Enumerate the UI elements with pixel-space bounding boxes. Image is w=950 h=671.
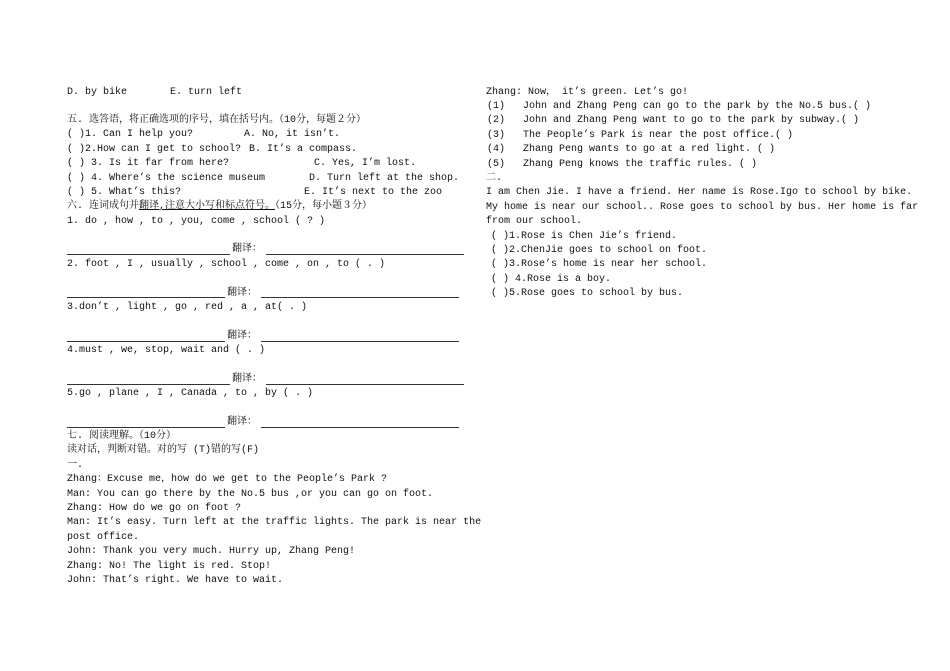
s5-answer: D. Turn left at the shop. [309,173,460,184]
answer-blank[interactable] [67,384,230,385]
section5-title: 五. 选答语，将正确选项的序号，填在括号内。（10分，每题２分） [67,115,367,126]
tf1-statement: John and Zhang Peng want to go to the park by subway.( ) [523,115,860,126]
answer-blank[interactable] [67,297,225,298]
s6-item: 5.go , plane , I , Canada , to , by ( . ) [67,388,314,399]
dialogue-line: Zhang: No! The light is red. Stop! [67,561,272,572]
translate-label: 翻译： [232,374,262,385]
dialogue-line: Man: It’s easy. Turn left at the traffic lights. The park is near the [67,517,482,528]
section6-title [67,201,372,213]
s6-item: 3.don’t , light , go , red , a , at( . ) [67,302,308,313]
translate-label: 翻译： [232,244,262,255]
tf1-number: (3) [487,130,506,141]
s5-question: ( )2.How can I get to school? [67,144,242,155]
section6-title-b: 翻译,注意大小写和标点符号。 [139,201,276,212]
s6-item: 2. foot , I , usually , school , come , on , to ( . ) [67,259,386,270]
dialogue-line: Man: You can go there by the No.5 bus ,or you can go on foot. [67,489,434,500]
tf1-statement: Zhang Peng wants to go at a red light. ( ) [523,144,776,155]
translate-blank[interactable] [261,427,459,428]
section7-title: 七. 阅读理解。（10分） [67,431,177,442]
dialogue-line: Zhang：Excuse me，how do we get to the People’s Park ? [67,474,388,485]
s6-item: 1. do , how , to , you, come , school ( ? ) [67,216,326,227]
dialogue-line: Zhang: How do we go on foot ? [67,503,242,514]
section7-instructions: 读对话，判断对错。对的写 (T)错的写(F) [67,445,260,456]
tf2-item: ( )2.ChenJie goes to school on foot. [491,245,708,256]
tf2-item: ( )1.Rose is Chen Jie’s friend. [491,231,678,242]
tf2-item: ( )3.Rose’s home is near her school. [491,259,708,270]
tf1-number: (2) [487,115,506,126]
tf1-number: (1) [487,101,506,112]
translate-label: 翻译： [227,288,257,299]
tf1-number: (5) [487,159,506,170]
tf2-item: ( )5.Rose goes to school by bus. [491,288,684,299]
s5-answer: B. It’s a compass. [249,144,358,155]
tf2-item: ( ) 4.Rose is a boy. [491,274,612,285]
tf1-number: (4) [487,144,506,155]
s5-answer: E. It’s next to the zoo [304,187,443,198]
answer-blank[interactable] [67,341,225,342]
dialogue-line: John: Thank you very much. Hurry up, Zhang Peng! [67,546,356,557]
translate-blank[interactable] [266,384,464,385]
s5-question: ( ) 4. Where’s the science museum [67,173,266,184]
dialogue-line: post office. [67,532,140,543]
s5-question: ( )1. Can I help you? [67,129,194,140]
translate-blank[interactable] [266,254,464,255]
section6-title-c: （15分，每小题３分） [275,201,373,212]
option-d: D. by bike [67,87,128,98]
tf1-statement: John and Zhang Peng can go to the park by the No.5 bus.( ) [523,101,872,112]
s5-answer: A. No, it isn’t. [244,129,341,140]
dialogue-line: John: That’s right. We have to wait. [67,575,284,586]
option-e: E. turn left [170,87,243,98]
answer-blank[interactable] [67,427,225,428]
translate-label: 翻译： [227,331,257,342]
section6-title-a: 六. 连词成句并 [67,201,140,212]
part1-label: 一. [67,460,84,471]
s5-question: ( ) 5. What’s this? [67,187,182,198]
translate-label: 翻译： [227,417,257,428]
translate-blank[interactable] [261,297,459,298]
passage-line: My home is near our school.. Rose goes to school by bus. Her home is far [486,202,919,213]
s5-question: ( ) 3. Is it far from here? [67,158,230,169]
dialogue-end: Zhang: Now， it’s green. Let’s go! [486,87,689,98]
answer-blank[interactable] [67,254,230,255]
passage-line: from our school. [486,216,583,227]
part2-label: 二. [486,173,503,184]
s5-answer: C. Yes, I’m lost. [314,158,417,169]
s6-item: 4.must , we, stop, wait and ( . ) [67,345,266,356]
tf1-statement: Zhang Peng knows the traffic rules. ( ) [523,159,758,170]
passage-line: I am Chen Jie. I have a friend. Her name is Rose.Igo to school by bike. [486,187,913,198]
translate-blank[interactable] [261,341,459,342]
tf1-statement: The People’s Park is near the post office.( ) [523,130,794,141]
